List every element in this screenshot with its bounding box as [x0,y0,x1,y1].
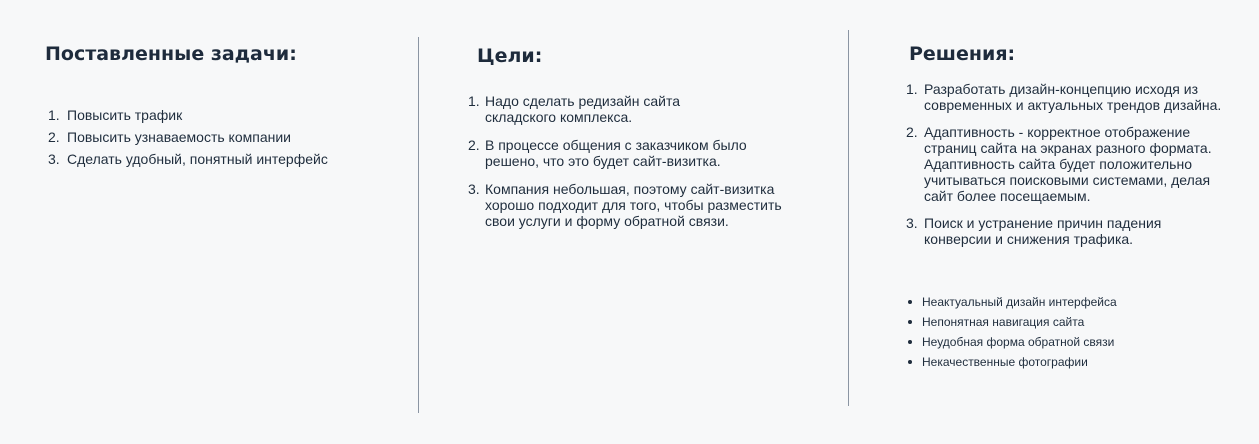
item-number: 2. [906,124,918,140]
bullet-item [906,355,1117,369]
item-number: 1. [48,107,60,123]
bullet-item [906,295,1117,309]
column-divider [418,37,419,413]
item-number: 1. [906,81,918,97]
item-number: 2. [468,137,480,153]
list-item [468,181,808,229]
list-item [906,81,1224,113]
goals-heading: Цели: [477,45,543,67]
bullet-item [906,315,1117,329]
item-text: Сделать удобный, понятный интерфейс [67,151,328,167]
item-number: 3. [468,181,480,197]
item-number: 2. [48,129,60,145]
item-text: Поиск и устранение причин падения конверсии и снижения трафика. [924,215,1162,247]
bullet-dot-icon [908,340,912,344]
bullet-text: Некачественные фотографии [922,355,1088,369]
item-text: Разработать дизайн-концепцию исходя из современных и актуальных трендов дизайна. [924,81,1222,113]
bullet-text: Неактуальный дизайн интерфейса [922,295,1117,309]
list-item [48,151,388,167]
column-divider [848,30,849,406]
bullet-text: Неудобная форма обратной связи [922,335,1115,349]
item-text: Повысить трафик [67,107,183,123]
item-number: 1. [468,93,480,109]
bullet-text: Непонятная навигация сайта [922,315,1085,329]
item-text: В процессе общения с заказчиком было решено, что это будет сайт-визитка. [485,137,747,169]
bullet-dot-icon [908,360,912,364]
item-text: Компания небольшая, поэтому сайт-визитка хорошо подходит для того, чтобы разместить свои услуги и форму обратной связи. [485,181,782,229]
tasks-list [48,107,388,173]
bullet-dot-icon [908,320,912,324]
list-item [468,137,778,169]
item-text: Повысить узнаваемость компании [67,129,291,145]
tasks-heading: Поставленные задачи: [45,43,297,65]
list-item [906,124,1224,204]
list-item [48,107,388,123]
bullet-item [906,335,1117,349]
item-number: 3. [48,151,60,167]
list-item [906,215,1196,247]
problems-bullet-list [906,295,1117,375]
solutions-heading: Решения: [909,43,1016,65]
list-item [48,129,388,145]
item-text: Надо сделать редизайн сайта складского комплекса. [485,93,681,125]
list-item [468,93,728,125]
bullet-dot-icon [908,300,912,304]
solutions-list [906,81,1226,258]
goals-list [468,93,818,241]
item-number: 3. [906,215,918,231]
item-text: Адаптивность - корректное отображение страниц сайта на экранах разного формата. Адаптивность сайта будет положительно учитываться поисковыми системами, делая сайт более посещаемым. [924,124,1212,204]
